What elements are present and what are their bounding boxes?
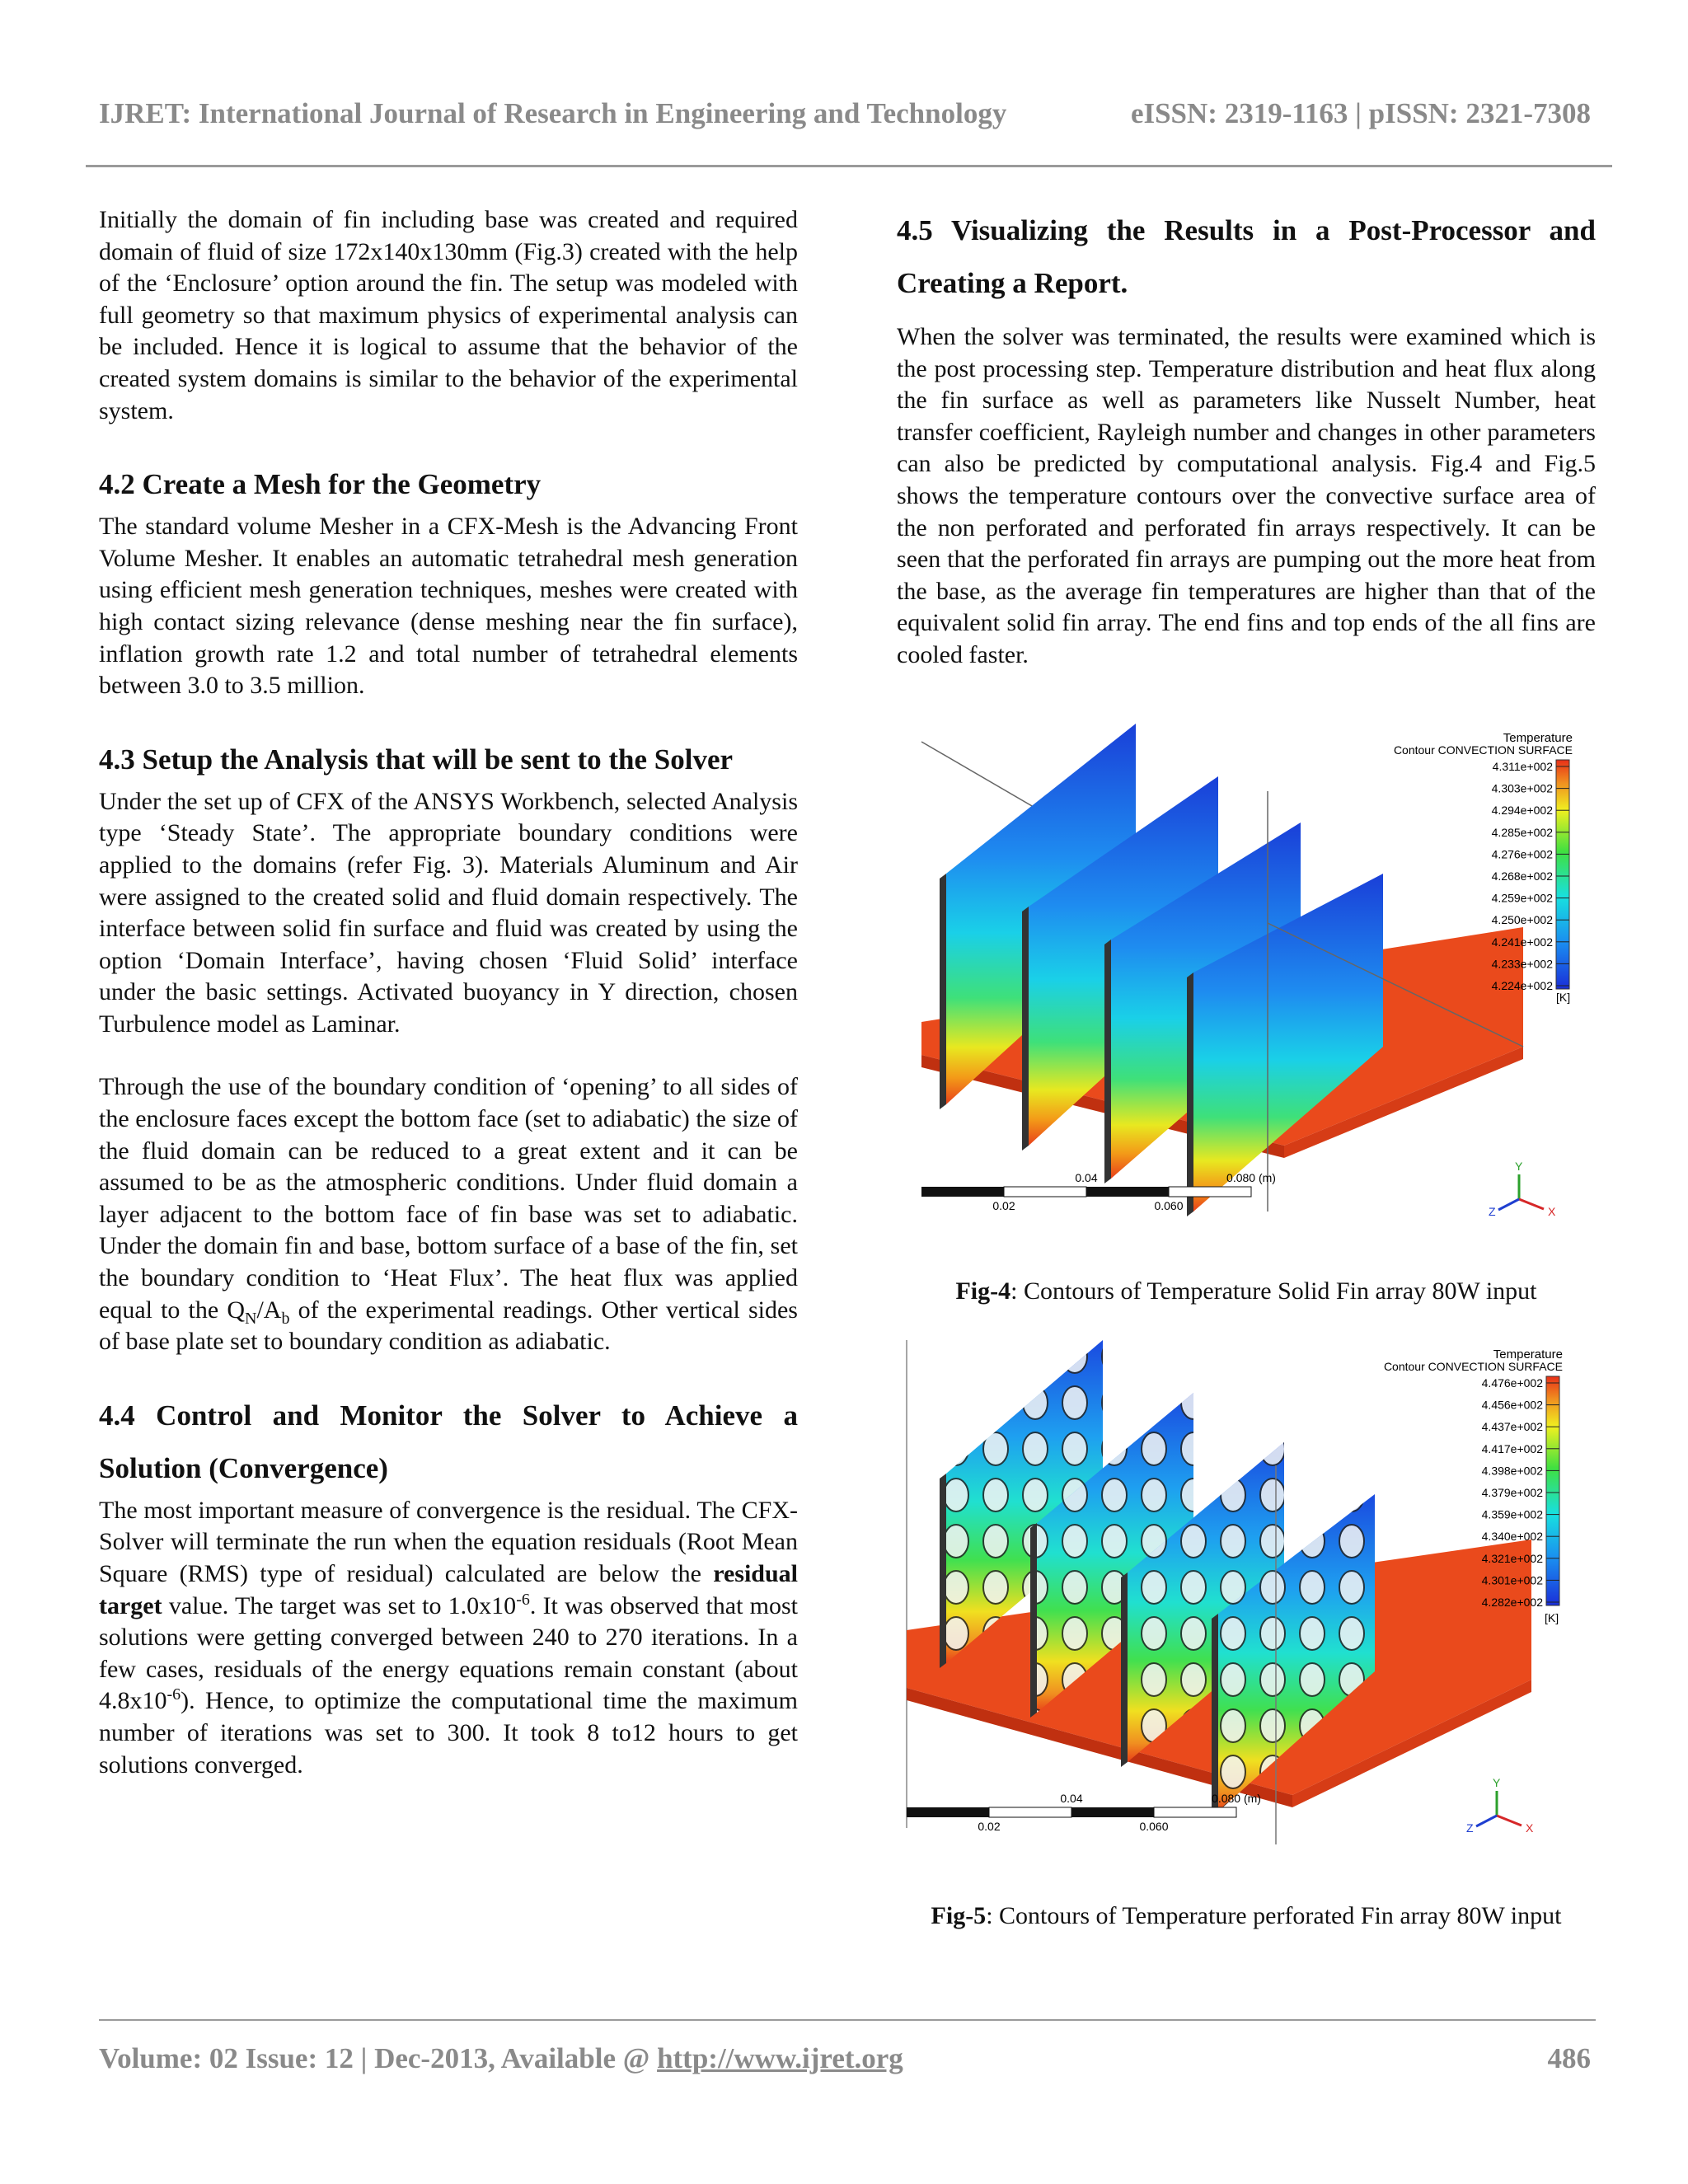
fig5-tick-label: 4.321e+002 [1481, 1551, 1543, 1565]
heading-4-4: 4.4 Control and Monitor the Solver to Achieve a [99, 1399, 798, 1432]
paragraph-mesh: The standard volume Mesher in a CFX-Mesh is the Advancing Front Volume Mesher. It enables an automatic tetrahedral mesh generation using efficient mesh generation techniques, meshes were created with high contact sizing relevance (dense meshing near the fin surface), inflation growth rate 1.2 and total number of tetrahedral elements between 3.0 to 3.5 million. [99, 513, 798, 700]
page-number: 486 [1547, 2042, 1591, 2074]
fig4-colorbar [1556, 760, 1569, 989]
fig5-scale-label-002: 0.02 [978, 1820, 1001, 1833]
fig5-axis-x: X [1526, 1821, 1534, 1835]
fig4-legend-subtitle: Contour CONVECTION SURFACE [1393, 743, 1573, 757]
fig4-tick-label: 4.250e+002 [1491, 913, 1553, 927]
heading-4-4-cont: Solution (Convergence) [99, 1451, 388, 1484]
fig4-scale-label-004: 0.04 [1075, 1171, 1098, 1184]
fig4-tick-label: 4.303e+002 [1491, 781, 1553, 795]
fig4-tick-label: 4.233e+002 [1491, 957, 1553, 971]
fig5-tick-label: 4.379e+002 [1481, 1486, 1543, 1499]
header-rule [86, 165, 1612, 167]
fig4-axis-x: X [1548, 1205, 1556, 1218]
heading-4-2: 4.2 Create a Mesh for the Geometry [99, 468, 542, 501]
fig5-tick-label: 4.282e+002 [1481, 1596, 1543, 1609]
fig4-tick-label: 4.259e+002 [1491, 891, 1553, 905]
heading-4-3: 4.3 Setup the Analysis that will be sent to the Solver [99, 743, 734, 776]
fig5-tick-label: 4.476e+002 [1481, 1376, 1543, 1390]
left-column [99, 204, 798, 1781]
figure-4 [897, 717, 1596, 1236]
fig4-scale-label-008: 0.080 (m) [1226, 1171, 1276, 1184]
fig5-scale-bar [907, 1792, 1261, 1833]
page-footer [99, 2042, 1591, 2075]
fig5-legend-subtitle: Contour CONVECTION SURFACE [1383, 1360, 1563, 1373]
fig5-scale-label-004: 0.04 [1060, 1792, 1083, 1805]
fig5-colorbar [1546, 1376, 1559, 1605]
figure-5 [897, 1333, 1596, 1861]
fig5-tick-label: 4.301e+002 [1481, 1573, 1543, 1587]
fig4-scale-label-006: 0.060 [1154, 1199, 1184, 1212]
fig5-scale-label-006: 0.060 [1139, 1820, 1169, 1833]
page-header [99, 97, 1591, 130]
heading-4-5: 4.5 Visualizing the Results in a Post-Processor and [897, 214, 1596, 246]
fig5-scale-label-008: 0.080 (m) [1212, 1792, 1261, 1805]
fig4-scale-label-002: 0.02 [992, 1199, 1015, 1212]
fig5-contour-image [897, 1333, 1596, 1861]
paragraph-postprocess: When the solver was terminated, the results were examined which is the post processing step. Temperature distribution and heat flux along the fin surface as well as parameters like Nusselt Number, heat transfer coefficient, Rayleigh number and changes in other parameters can also be predicted by computational analysis. Fig.4 and Fig.5 shows the temperature contours over the convective surface area of the non perforated and perforated fin arrays respectively. It can be seen that the perforated fin arrays are pumping out the more heat from the base, as the average fin temperatures are higher than that of the equivalent solid fin array. The end fins and top ends of the all fins are cooled faster. [897, 323, 1596, 668]
fig4-axis-y: Y [1515, 1160, 1523, 1173]
fig5-axis-y: Y [1493, 1776, 1501, 1789]
fig4-tick-label: 4.276e+002 [1491, 847, 1553, 861]
fig5-unit: [K] [1545, 1611, 1559, 1624]
fig4-tick-label: 4.268e+002 [1491, 869, 1553, 883]
fig5-tick-label: 4.417e+002 [1481, 1441, 1543, 1455]
journal-title: IJRET: International Journal of Research in Engineering and Technology [99, 97, 1007, 129]
heading-4-5-cont: Creating a Report. [897, 267, 1128, 299]
fig5-legend-title: Temperature [1493, 1347, 1563, 1361]
fig4-tick-label: 4.224e+002 [1491, 979, 1553, 992]
fig5-tick-label: 4.456e+002 [1481, 1398, 1543, 1412]
issn: eISSN: 2319-1163 | pISSN: 2321-7308 [1130, 97, 1591, 129]
fig4-tick-label: 4.241e+002 [1491, 935, 1553, 949]
fig4-unit: [K] [1556, 991, 1571, 1004]
right-column [897, 204, 1596, 672]
footer-volume: Volume: 02 Issue: 12 | Dec-2013, Available @ http://www.ijret.org [99, 2042, 903, 2074]
fig4-contour-image [897, 717, 1596, 1236]
fig5-axis-triad [1466, 1776, 1534, 1835]
paragraph-domain: Initially the domain of fin including base was created and required domain of fluid of size 172x140x130mm (Fig.3) created with the help of the ‘Enclosure’ option around the fin. The setup was modeled with full geometry so that maximum physics of experimental analysis can be included. Hence it is logical to assume that the behavior of the created system domains is similar to the behavior of the experimental system. [99, 206, 798, 424]
fig4-axis-triad [1489, 1160, 1556, 1218]
footer-rule [99, 2019, 1596, 2021]
paragraph-boundary: Through the use of the boundary condition of ‘opening’ to all sides of the enclosure faces except the bottom face (set to adiabatic) the size of the fluid domain can be reduced to a great extent and it can be assumed to be as the atmospheric conditions. Under fluid domain a layer adjacent to the bottom face of fin base was set to adiabatic. Under the domain fin and base, bottom surface of a base of the fin, set the boundary condition to ‘Heat Flux’. The heat flux was applied equal to the $Q_N/A_b$ of the experimental readings. Other vertical sides of base plate set to boundary condition as adiabatic. [99, 1073, 798, 1356]
fig5-tick-label: 4.437e+002 [1481, 1420, 1543, 1434]
fig4-legend-title: Temperature [1503, 731, 1573, 745]
fig4-axis-z: Z [1489, 1205, 1496, 1218]
paragraph-setup: Under the set up of CFX of the ANSYS Workbench, selected Analysis type ‘Steady State’. The appropriate boundary conditions were applied to the domains (refer Fig. 3). Materials Aluminum and Air were assigned to the created solid and fluid domain respectively. The interface between solid fin surface and fluid was created by using the option ‘Domain Interface’, having chosen ‘Fluid Solid’ interface under the basic settings. Activated buoyancy in Y direction, chosen Turbulence model as Laminar. [99, 787, 798, 1038]
figure-4-caption: Fig-4: Contours of Temperature Solid Fin array 80W input [955, 1277, 1537, 1305]
paragraph-convergence: The most important measure of convergence is the residual. The CFX-Solver will terminate the run when the equation residuals (Root Mean Square (RMS) type of residual) calculated are below the residual target value. The target was set to $1.0x10^{-6}$. It was observed that most solutions were getting converged between 240 to 270 iterations. In a few cases, residuals of the energy equations remain constant (about $4.8x10^{-6}$). Hence, to optimize the computational time the maximum number of iterations was set to 300. It took 8 to12 hours to get solutions converged. [99, 1496, 798, 1779]
fig4-tick-label: 4.311e+002 [1492, 760, 1553, 773]
figure-5-caption: Fig-5: Contours of Temperature perforated Fin array 80W input [931, 1902, 1562, 1929]
fig5-axis-z: Z [1466, 1821, 1474, 1835]
fig5-tick-label: 4.359e+002 [1481, 1507, 1543, 1521]
fig5-tick-label: 4.398e+002 [1481, 1464, 1543, 1478]
fig4-tick-label: 4.285e+002 [1491, 825, 1553, 839]
fig5-tick-label: 4.340e+002 [1481, 1530, 1543, 1544]
fig4-tick-label: 4.294e+002 [1491, 804, 1553, 818]
journal-url-link[interactable]: http://www.ijret.org [657, 2042, 903, 2074]
